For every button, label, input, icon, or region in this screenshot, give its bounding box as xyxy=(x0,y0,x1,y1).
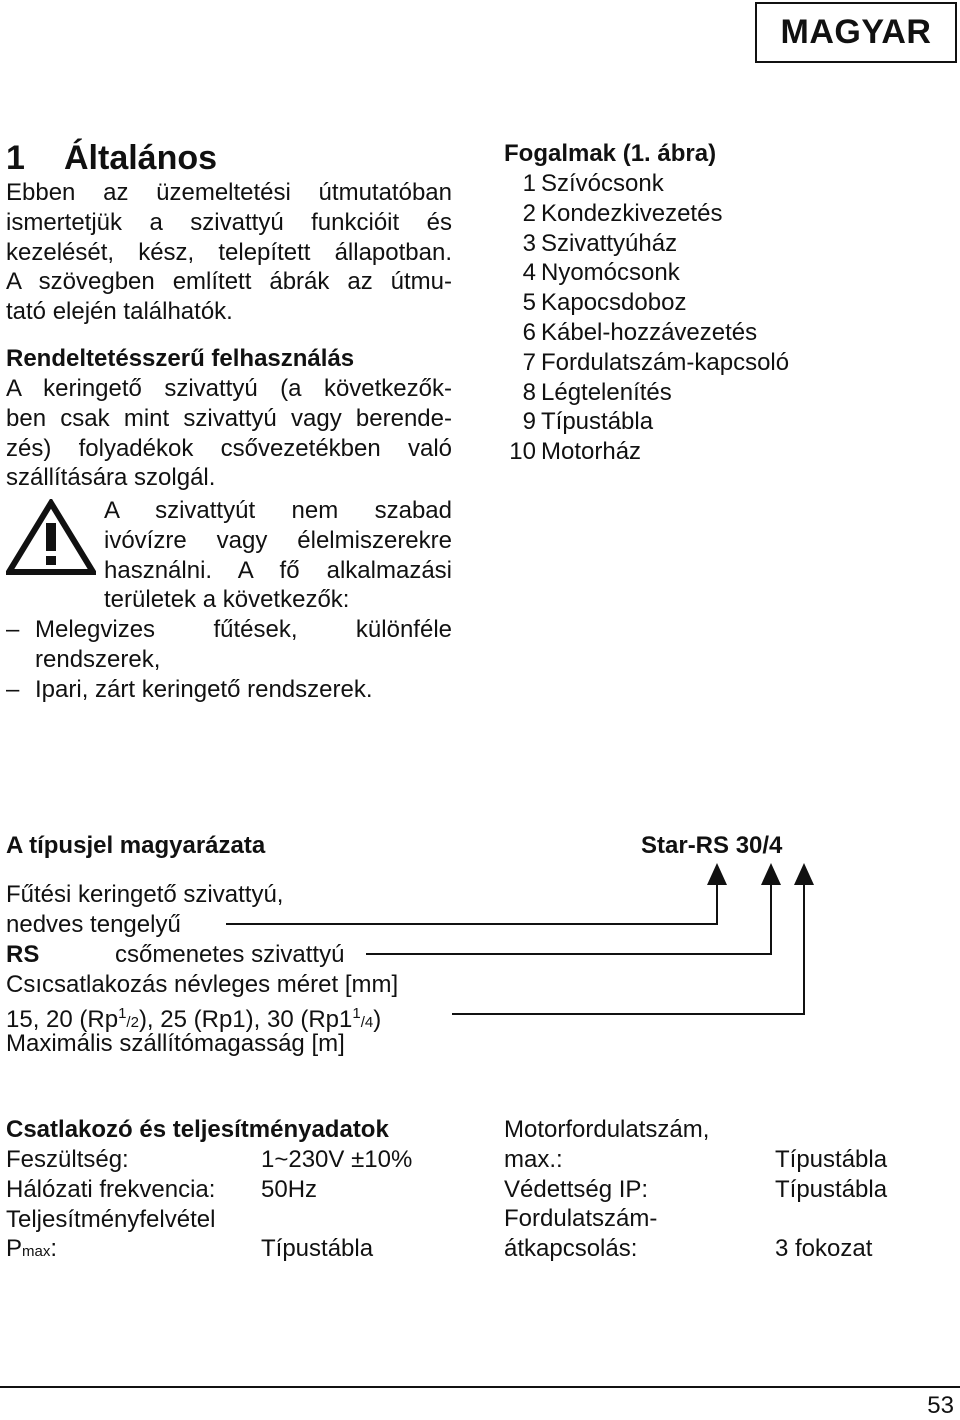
spec-row-motor: max.: Típustábla xyxy=(504,1145,888,1173)
warning-line: használni. A fő alkalmazási xyxy=(104,556,452,584)
intro-line: ismertetjük a szivattyú funkcióit és xyxy=(6,208,452,236)
spec-row-motor-label: Motorfordulatszám, xyxy=(504,1116,710,1143)
terms-list xyxy=(504,169,960,467)
rs-code: RS xyxy=(6,941,40,968)
term-item: 6 Kábel-hozzávezetés xyxy=(522,318,758,346)
spec-row-ip: Védettség IP: Típustábla xyxy=(504,1175,888,1203)
type-code-pointer-lines xyxy=(0,855,960,1055)
pointer-line-head xyxy=(452,883,804,1014)
list-item xyxy=(6,615,452,675)
intro-line: Ebben az üzemeltetési útmutatóban xyxy=(6,179,452,206)
list-item xyxy=(6,675,452,705)
spec-row-switch-label: Fordulatszám- xyxy=(504,1205,658,1233)
section-number: 1 xyxy=(6,139,25,177)
pointer-line-size xyxy=(366,883,771,954)
type-code-heading: A típusjel magyarázata xyxy=(6,832,266,859)
term-item: 7 Fordulatszám-kapcsoló xyxy=(522,348,790,376)
pointer-line-type xyxy=(226,883,717,924)
list-item-line: Melegvizes fűtések, különféle xyxy=(35,616,452,643)
specs-right xyxy=(504,1115,954,1264)
warning-line: ivóvízre vagy élelmiszerekre xyxy=(104,526,452,554)
type-code-model: Star-RS 30/4 xyxy=(641,832,783,859)
specs-left xyxy=(6,1145,456,1264)
spec-row-frequency: Hálózati frekvencia: 50Hz xyxy=(6,1175,318,1203)
type-code-line-6: Maximális szállítómagasság [m] xyxy=(6,1030,345,1057)
intended-use-heading: Rendeltetésszerű felhasználás xyxy=(6,345,355,372)
intended-use-line: A keringető szivattyú (a következők- xyxy=(6,375,452,402)
section-title: Általános xyxy=(64,139,218,177)
arrow-head xyxy=(761,863,781,885)
term-item: 3 Szivattyúház xyxy=(522,229,678,257)
dash-bullet: – xyxy=(6,675,20,703)
terms-heading: Fogalmak (1. ábra) xyxy=(504,140,717,167)
intended-use-line: zés) folyadékok csővezetékben való xyxy=(6,434,452,462)
type-code-line-2: nedves tengelyű xyxy=(6,911,181,938)
list-item-line: Ipari, zárt keringető rendszerek. xyxy=(35,675,373,703)
intro-line: tató elején találhatók. xyxy=(6,298,233,326)
intro-line: kezelését, kész, telepített állapotban. xyxy=(6,238,452,266)
term-item: 1 Szívócsonk xyxy=(522,170,664,197)
application-list xyxy=(6,615,452,704)
intended-use-line: szállítására szolgál. xyxy=(6,464,216,492)
term-item: 4 Nyomócsonk xyxy=(522,259,680,287)
footer-rule xyxy=(0,1386,960,1388)
intro-line: A szövegben említett ábrák az útmu- xyxy=(6,268,452,296)
warning-line: területek a következők: xyxy=(104,586,350,614)
type-code-line-4: Csıcsatlakozás névleges méret [mm] xyxy=(6,971,399,998)
section-heading xyxy=(6,138,217,178)
intro-paragraph xyxy=(6,178,452,327)
type-code-line-1: Fűtési keringető szivattyú, xyxy=(6,881,284,908)
intended-use-paragraph xyxy=(6,374,452,493)
spec-row-power-label: Teljesítményfelvétel xyxy=(6,1205,216,1233)
warning-line: A szivattyút nem szabad xyxy=(104,497,452,524)
page-number: 53 xyxy=(927,1392,954,1419)
warning-text xyxy=(104,496,452,615)
term-item: 10 Motorház xyxy=(509,438,642,466)
term-item: 2 Kondezkivezetés xyxy=(522,199,723,227)
intended-use-line: ben csak mint szivattyú vagy berende- xyxy=(6,404,452,432)
term-item: 8 Légtelenítés xyxy=(522,378,672,406)
type-code-line-5: 15, 20 (Rp$^1$/2), 25 (Rp1), 30 $(Rp1^1/4)$ xyxy=(6,1005,382,1033)
arrow-head xyxy=(794,863,814,885)
list-item-line: rendszerek, xyxy=(35,645,161,673)
language-label: MAGYAR xyxy=(755,2,957,63)
rs-description: csőmenetes szivattyú xyxy=(115,941,345,968)
arrow-head xyxy=(707,863,727,885)
term-item: 9 Típustábla xyxy=(522,408,654,436)
specs-heading: Csatlakozó és teljesítményadatok xyxy=(6,1116,389,1143)
spec-row-switch: átkapcsolás: 3 fokozat xyxy=(504,1235,873,1263)
term-item: 5 Kapocsdoboz xyxy=(522,289,687,317)
dash-bullet: – xyxy=(6,616,20,643)
spec-row-power: Pmax: Típustábla xyxy=(6,1235,374,1263)
spec-row-voltage: Feszültség: 1~230V ±10% xyxy=(6,1146,413,1173)
warning-icon xyxy=(6,499,96,575)
